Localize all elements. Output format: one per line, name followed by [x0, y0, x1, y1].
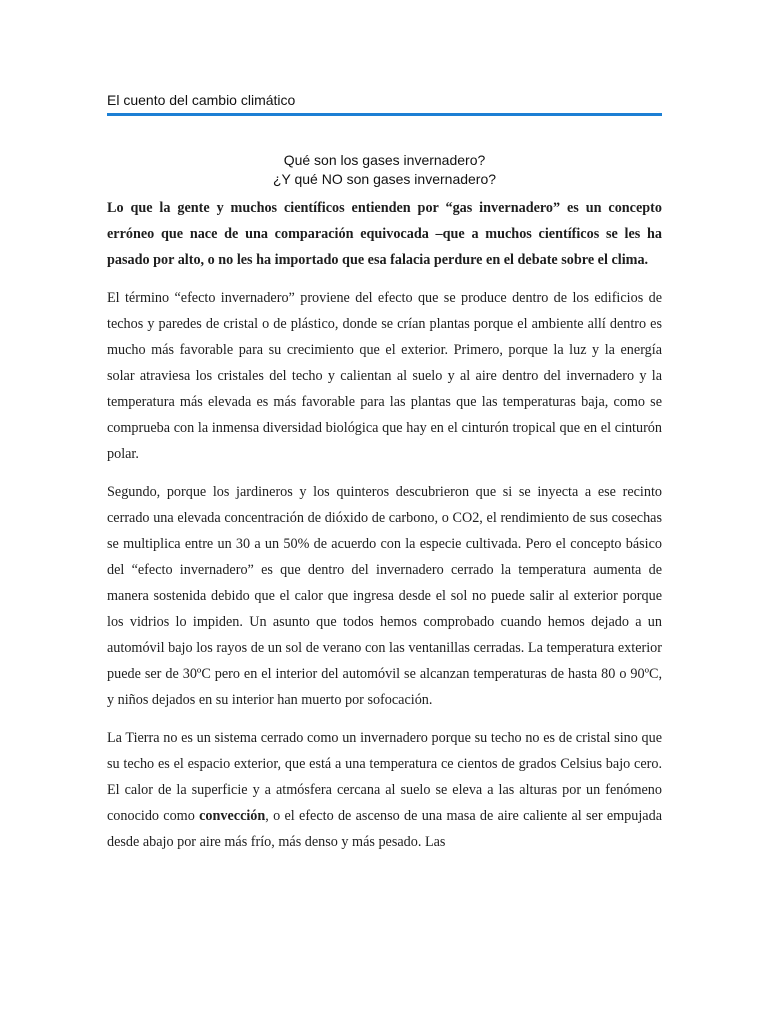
- body-paragraph-2: Segundo, porque los jardineros y los quinteros descubrieron que si se inyecta a ese recinto cerrado una elevada concentración de dióxido de carbono, o CO2, el rendimiento de sus cosechas se multiplica entre un 30 a un 50% de acuerdo con la especie cultivada. Pero el concepto básico del “efecto invernadero” es que dentro del invernadero cerrado la temperatura aumenta de manera sostenida debido que el calor que ingresa desde el sol no puede salir al exterior porque los vidrios lo impiden. Un asunto que todos hemos comprobado cuando hemos dejado a un automóvil bajo los rayos de un sol de verano con las ventanillas cerradas. La temperatura exterior puede ser de 30ºC pero en el interior del automóvil se alcanzan temperaturas de hasta 80 o 90ºC, y niños dejados en su interior han muerto por sofocación.: [107, 484, 662, 708]
- paragraph-text: La Tierra no es un sistema cerrado como un invernadero porque su techo no es de cristal sino que su techo es el espacio exterior, que está a una temperatura ce cientos de grados Celsius bajo cero. El calor de la superficie y a atmósfera cercana al suelo se eleva a las alturas por un fenómeno conocido como: [107, 730, 662, 824]
- section-heading-line-1: Qué son los gases invernadero?: [283, 152, 486, 168]
- body-paragraph-3: [107, 725, 662, 855]
- paragraph-text-continued: , o el efecto de ascenso de una masa de aire caliente al ser empujada desde abajo por aire más frío, más denso y más pesado. Las: [107, 808, 662, 850]
- lead-paragraph: Lo que la gente y muchos científicos entienden por “gas invernadero” es un concepto erróneo que nace de una comparación equivocada –que a muchos científicos se les ha pasado por alto, o no les ha importado que esa falacia perdure en el debate sobre el clima.: [107, 200, 662, 268]
- document-body: [107, 195, 662, 867]
- section-heading-line-2: ¿Y qué NO son gases invernadero?: [272, 171, 497, 187]
- document-title: El cuento del cambio climático: [107, 92, 296, 108]
- header-divider: [107, 113, 662, 116]
- document-header: [107, 92, 662, 116]
- emphasized-term: convección: [199, 808, 266, 824]
- body-paragraph-1: El término “efecto invernadero” proviene del efecto que se produce dentro de los edificios de techos y paredes de cristal o de plástico, donde se crían plantas porque el ambiente allí dentro es mucho más favorable para su crecimiento que el exterior. Primero, porque la luz y la energía solar atraviesa los cristales del techo y calientan al suelo y al aire dentro del invernadero y la temperatura más elevada es más favorable para las plantas que las temperaturas baja, como se comprueba con la inmensa diversidad biológica que hay en el cinturón tropical que en el cinturón polar.: [107, 290, 662, 462]
- section-heading: [107, 151, 662, 189]
